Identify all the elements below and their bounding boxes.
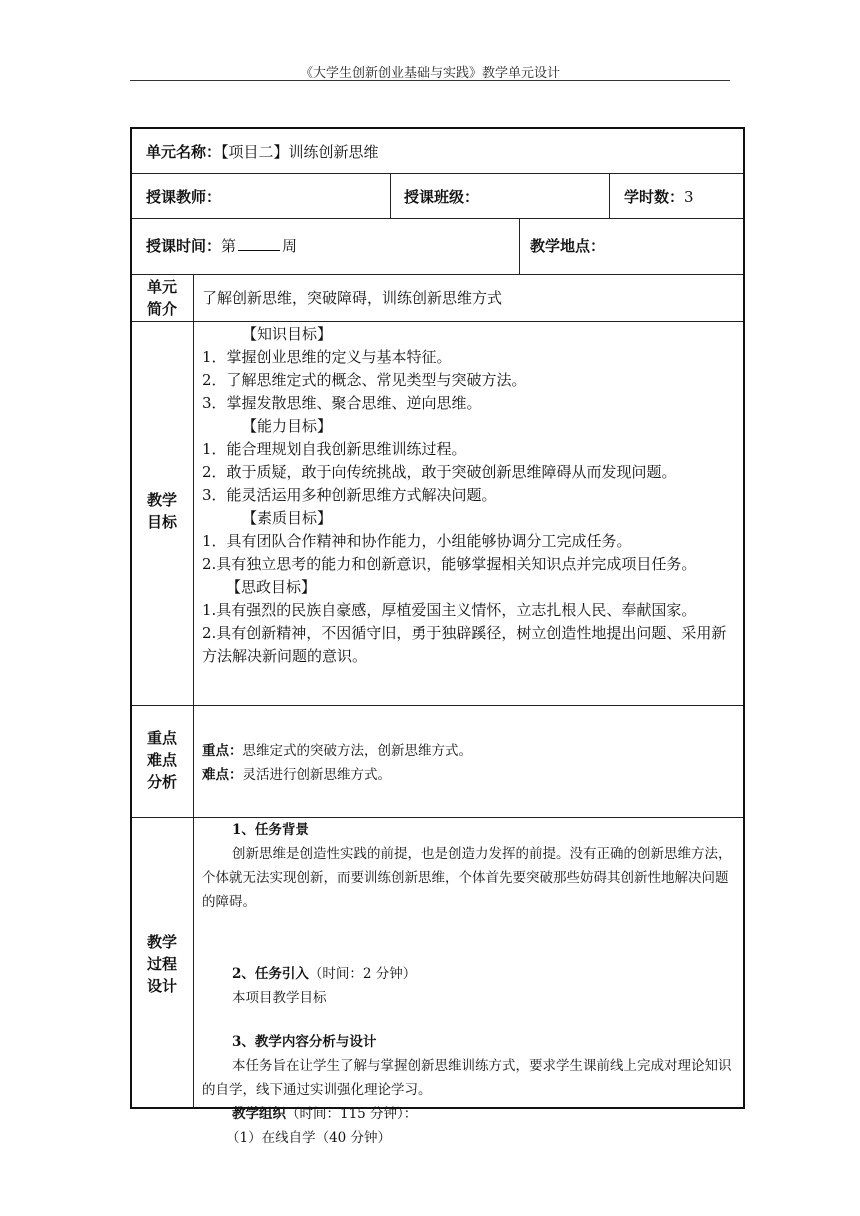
col-divider [609,173,610,218]
row-divider [132,173,743,174]
section-1-title: 1、任务背景 [232,822,309,838]
objective-item: 2.具有独立思考的能力和创新意识，能够掌握相关知识点并完成项目任务。 [202,555,697,573]
keypoints-content [202,739,737,787]
spacer [202,1010,737,1030]
objective-item: 3．掌握发散思维、聚合思维、逆向思维。 [202,394,482,412]
row-divider [132,321,743,322]
ability-heading: 【能力目标】 [242,417,333,435]
week-blank [238,236,280,251]
page-header: 《大学生创新创业基础与实践》教学单元设计 [299,66,560,81]
key-text: 思维定式的突破方法，创新思维方式。 [242,743,472,759]
week-prefix: 第 [221,237,237,255]
process-label-line: 过程 [146,955,177,973]
organization-line [202,1102,737,1126]
difficulty-line [202,763,737,787]
section-3-title: 3、教学内容分析与设计 [232,1034,377,1050]
place-label: 教学地点： [530,237,606,255]
objective-item: 2.具有创新精神，不因循守旧，勇于独辟蹊径，树立创造性地提出问题、采用新方法解决新问题的意识。 [202,624,727,665]
week-suffix: 周 [282,237,298,255]
key-label: 重点： [202,743,243,759]
process-content [202,818,737,1150]
class-label: 授课班级： [404,188,480,206]
intro-text: 了解创新思维，突破障碍，训练创新思维方式 [202,289,503,307]
intro-label [132,276,192,320]
spacer [202,938,737,962]
section-2-title-line [202,962,737,986]
keypoints-label-line: 分析 [146,773,177,791]
unit-name-value: 【项目二】训练创新思维 [221,143,379,161]
section-2-title: 2、任务引入 [232,966,309,982]
organization-note: （时间：115 分钟）： [286,1106,418,1122]
time-label: 授课时间： [146,237,222,255]
objective-item: 1．掌握创业思维的定义与基本特征。 [202,348,452,366]
intro-label-line: 单元 [146,278,177,296]
objectives-content [202,323,737,668]
objective-item: 2．敢于质疑，敢于向传统挑战，敢于突破创新思维障碍从而发现问题。 [202,463,677,481]
spacer [202,914,737,938]
header-divider [130,80,730,81]
section-3-text: 本任务旨在让学生了解与掌握创新思维训练方式，要求学生课前线上完成对理论知识的自学，线下通过实训强化理论学习。 [202,1058,732,1098]
objective-item: 1.具有强烈的民族自豪感，厚植爱国主义情怀，立志扎根人民、奉献国家。 [202,601,697,619]
row-divider [132,218,743,219]
section-2-text: 本项目教学目标 [232,990,327,1006]
key-point-line [202,739,737,763]
teacher-label: 授课教师： [146,188,222,206]
section-2-note: （时间：2 分钟） [308,966,417,982]
row-divider [132,705,743,706]
keypoints-label-line: 难点 [146,751,177,769]
intro-label-line: 简介 [146,300,177,318]
section-1-text: 创新思维是创造性实践的前提，也是创造力发挥的前提。没有正确的创新思维方法，个体就无法实现创新，而要训练创新思维，个体首先要突破那些妨碍其创新性地解决问题的障碍。 [202,846,732,910]
objectives-label-line: 教学 [146,491,177,509]
objectives-label-line: 目标 [146,513,177,531]
ideology-heading: 【思政目标】 [226,578,317,596]
keypoints-label [132,727,192,793]
hours-field [624,186,694,208]
difficulty-text: 灵活进行创新思维方式。 [242,767,391,783]
process-label [132,931,192,997]
label-column-divider [193,274,194,1109]
process-label-line: 设计 [146,977,177,995]
unit-name-field [146,141,379,163]
quality-heading: 【素质目标】 [242,509,333,527]
col-divider [519,218,520,274]
unit-design-form [130,127,745,1146]
difficulty-label: 难点： [202,767,243,783]
organization-title: 教学组织 [232,1106,286,1122]
time-field [146,235,297,257]
keypoints-label-line: 重点 [146,729,177,747]
hours-label: 学时数： [624,188,685,206]
organization-item: （1）在线自学（40 分钟） [226,1130,392,1146]
objective-item: 3．能灵活运用多种创新思维方式解决问题。 [202,486,497,504]
row-divider [132,274,743,275]
unit-name-label: 单元名称： [146,143,222,161]
hours-value: 3 [684,188,694,206]
objective-item: 1．具有团队合作精神和协作能力，小组能够协调分工完成任务。 [202,532,632,550]
knowledge-heading: 【知识目标】 [242,325,333,343]
objectives-label [132,489,192,533]
objective-item: 1．能合理规划自我创新思维训练过程。 [202,440,467,458]
objective-item: 2．了解思维定式的概念、常见类型与突破方法。 [202,371,527,389]
process-label-line: 教学 [146,933,177,951]
col-divider [390,173,391,218]
